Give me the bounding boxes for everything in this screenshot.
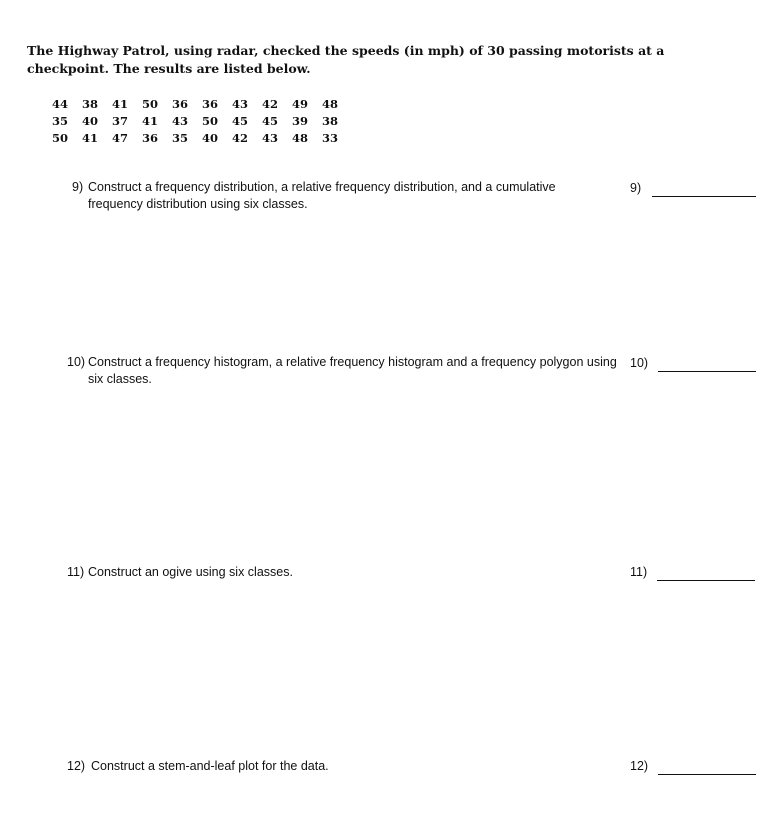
data-cell: 45	[232, 113, 249, 128]
answer-label: 10)	[630, 356, 649, 370]
answer-line[interactable]	[652, 184, 756, 197]
answer-line[interactable]	[657, 568, 755, 581]
data-cell: 43	[232, 96, 249, 111]
data-row	[52, 95, 352, 112]
data-cell: 45	[262, 113, 279, 128]
data-cell: 37	[112, 113, 129, 128]
question-text: Construct a stem-and-leaf plot for the data.	[91, 759, 329, 773]
answer-blank-11[interactable]	[630, 564, 755, 581]
question-9	[72, 179, 612, 213]
data-cell: 36	[202, 96, 219, 111]
problem-intro: The Highway Patrol, using radar, checked the speeds (in mph) of 30 passing motorists at a checkpoint. The results are listed below.	[27, 43, 665, 76]
question-number: 11)	[67, 565, 85, 579]
data-cell: 41	[82, 130, 99, 145]
data-cell: 50	[202, 113, 219, 128]
data-cell: 49	[292, 96, 309, 111]
question-number: 9)	[72, 180, 84, 194]
data-row	[52, 129, 352, 146]
data-cell: 35	[172, 130, 189, 145]
answer-blank-9[interactable]	[630, 180, 756, 197]
data-cell: 50	[142, 96, 159, 111]
data-cell: 39	[292, 113, 309, 128]
answer-line[interactable]	[658, 359, 756, 372]
data-cell: 40	[82, 113, 99, 128]
data-cell: 43	[262, 130, 279, 145]
speed-data-table	[52, 95, 352, 146]
data-cell: 36	[172, 96, 189, 111]
question-text: Construct a frequency distribution, a relative frequency distribution, and a cumulative frequency distribution using six classes.	[88, 180, 556, 211]
question-11	[67, 564, 607, 581]
data-cell: 33	[322, 130, 339, 145]
data-cell: 41	[142, 113, 159, 128]
data-row	[52, 112, 352, 129]
question-10	[67, 354, 627, 388]
answer-label: 11)	[630, 565, 648, 579]
question-12	[67, 758, 607, 775]
data-cell: 50	[52, 130, 69, 145]
answer-label: 12)	[630, 759, 649, 773]
data-cell: 35	[52, 113, 69, 128]
data-cell: 36	[142, 130, 159, 145]
answer-blank-10[interactable]	[630, 355, 756, 372]
data-cell: 47	[112, 130, 129, 145]
answer-blank-12[interactable]	[630, 758, 756, 775]
data-cell: 42	[232, 130, 249, 145]
question-number: 12)	[67, 759, 86, 773]
data-cell: 41	[112, 96, 129, 111]
data-cell: 38	[82, 96, 99, 111]
data-cell: 48	[292, 130, 309, 145]
data-cell: 48	[322, 96, 339, 111]
answer-line[interactable]	[658, 762, 756, 775]
data-cell: 43	[172, 113, 189, 128]
data-cell: 38	[322, 113, 339, 128]
question-number: 10)	[67, 355, 86, 369]
question-text: Construct a frequency histogram, a relative frequency histogram and a frequency polygon using six classes.	[88, 355, 617, 386]
data-cell: 40	[202, 130, 219, 145]
data-cell: 42	[262, 96, 279, 111]
answer-label: 9)	[630, 181, 642, 195]
data-cell: 44	[52, 96, 69, 111]
question-text: Construct an ogive using six classes.	[88, 565, 293, 579]
